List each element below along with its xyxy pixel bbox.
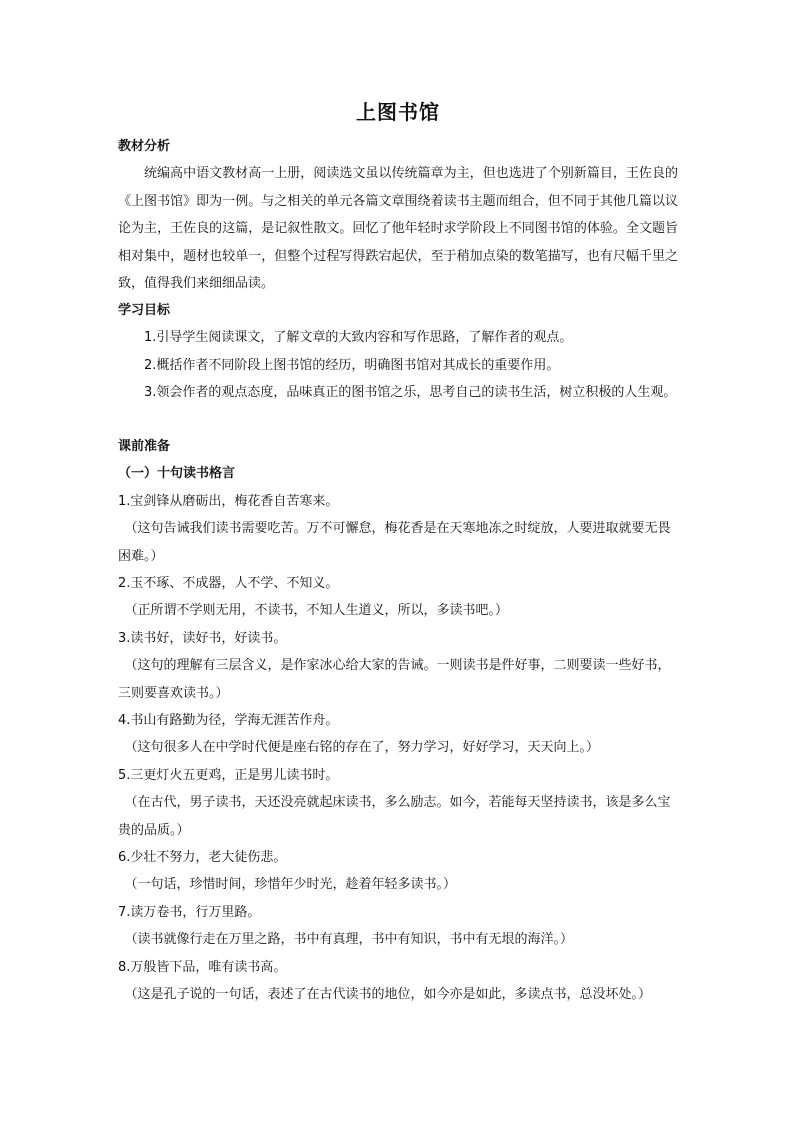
quote-note: （这句很多人在中学时代便是座右铭的存在了，努力学习，好好学习，天天向上。） — [124, 740, 600, 756]
goal-item: 1.引导学生阅读课文，了解文章的大致内容和写作思路，了解作者的观点。 — [144, 330, 573, 346]
quote-note: （这是孔子说的一句话，表述了在古代读书的地位，如今亦是如此，多读点书，总没坏处。） — [124, 986, 652, 1002]
quote-note: （这句的理解有三层含义，是作家冰心给大家的告诫。一则读书是件好事，二则要读一些好书，三则要喜欢读书。） — [118, 658, 671, 701]
prep-subheading: （一）十句读书格言 — [118, 466, 236, 482]
analysis-paragraph: 统编高中语文教材高一上册，阅读选文虽以传统篇章为主，但也选进了个别新篇目，王佐良的《上图书馆》即为一例。与之相关的单元各篇文章围绕着读书主题而组合，但不同于其他几篇以议论为主，王佐良的这篇，是记叙性散文。回忆了他年轻时求学阶段上不同图书馆的体验。全文题旨相对集中，题材也较单一，但整个过程写得跌宕起伏，至于稍加点染的数笔描写，也有尺幅千里之致，值得我们来细细品读。 — [118, 166, 678, 292]
quote-text: 4.书山有路勤为径，学海无涯苦作舟。 — [118, 712, 339, 728]
quote-text: 7.读万卷书，行万里路。 — [118, 904, 261, 920]
quote-note: （这句告诫我们读书需要吃苦。万不可懈怠，梅花香是在天寒地冻之时绽放，人要进取就要无畏困难。） — [118, 521, 671, 564]
goal-item: 2.概括作者不同阶段上图书馆的经历，明确图书馆对其成长的重要作用。 — [144, 357, 560, 373]
analysis-heading: 教材分析 — [118, 139, 171, 154]
quote-note: （一句话，珍惜时间，珍惜年少时光，趁着年轻多读书。） — [124, 877, 457, 893]
goal-item: 3.领会作者的观点态度，品味真正的图书馆之乐，思考自己的读书生活，树立积极的人生观。 — [144, 385, 677, 401]
document-page — [118, 0, 678, 1123]
goals-section — [118, 297, 678, 407]
quote-note: （读书就像行走在万里之路，书中有真理，书中有知识，书中有无垠的海洋。） — [124, 932, 574, 948]
quote-text: 6.少壮不努力，老大徒伤悲。 — [118, 849, 287, 865]
prep-section — [118, 433, 678, 1008]
quote-text: 5.三更灯火五更鸡，正是男儿读书时。 — [118, 767, 339, 783]
analysis-section — [118, 133, 678, 297]
prep-heading: 课前准备 — [118, 439, 171, 454]
quote-note: （在古代，男子读书，天还没亮就起床读书，多么励志。如今，若能每天坚持读书，该是多么宝贵的品质。） — [118, 795, 671, 838]
quote-text: 3.读书好，读好书，好读书。 — [118, 630, 287, 646]
quote-text: 8.万般皆下品，唯有读书高。 — [118, 959, 287, 975]
quote-note: （正所谓不学则无用，不读书，不知人生道义，所以，多读书吧。） — [124, 603, 509, 619]
quote-text: 2.玉不琢、不成器，人不学、不知义。 — [118, 575, 339, 591]
document-title: 上图书馆 — [356, 100, 440, 124]
quote-text: 1.宝剑锋从磨砺出，梅花香自苦寒来。 — [118, 493, 339, 509]
goals-heading: 学习目标 — [118, 303, 171, 318]
